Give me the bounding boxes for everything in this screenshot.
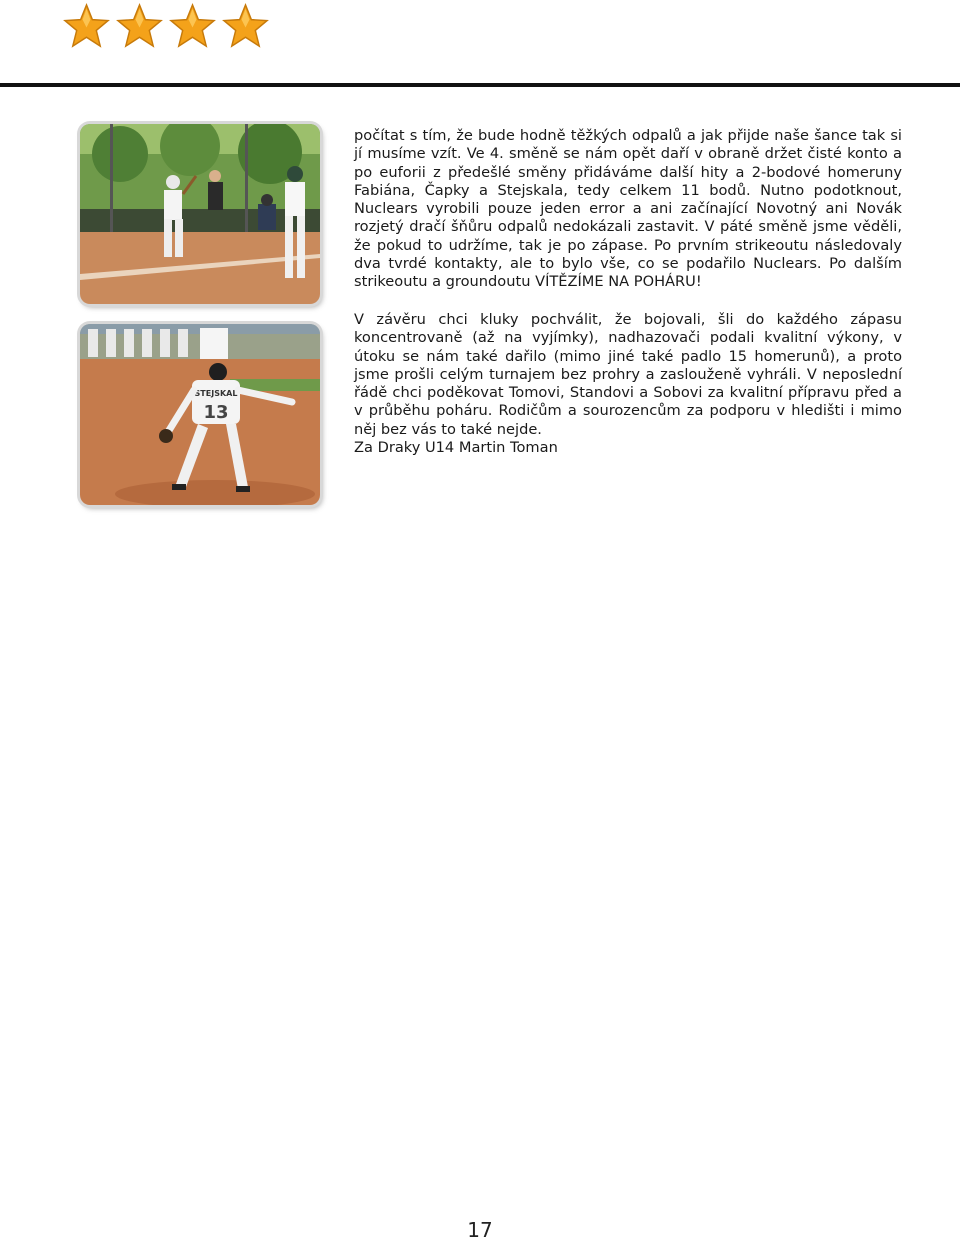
star-icon xyxy=(168,2,217,51)
rating-stars xyxy=(62,2,270,52)
signature: Za Draky U14 Martin Toman xyxy=(354,439,558,456)
jersey-name: STEJSKAL xyxy=(194,389,238,398)
article-paragraph xyxy=(354,311,902,457)
paragraph-game-summary: počítat s tím, že bude hodně těžkých odpalů a jak přijde naše šance tak si jí musíme vzít. Ve 4. směně se nám opět daří v obraně držet čisté konto a po euforii z předešlé směny přidáváme další hity a 2-bodové homeruny Fabiána, Čapky a Stejskala, tedy celkem 11 bodů. Nutno podotknout, Nuclears vyrobili pouze jeden error a ani začínající Novotný ani Novák rozjetý dračí šňůru odpalů nedokázali zastavit. V páté směně jsme věděli, že pokud to udržíme, tak je po zápase. Po prvním strikeoutu následovaly dva tvrdé kontakty, ale to bylo vše, co se podařilo Nuclears. Po dalším strikeoutu a groundoutu VÍTĚZÍME NA POHÁRU! xyxy=(354,127,902,291)
page-number: 17 xyxy=(467,1218,493,1242)
star-icon xyxy=(115,2,164,51)
article-paragraph xyxy=(354,127,902,310)
photo-pitcher xyxy=(80,324,320,505)
star-icon xyxy=(221,2,270,51)
article-signature xyxy=(354,439,902,475)
paragraph-conclusion: V závěru chci kluky pochválit, že bojovali, šli do každého zápasu koncentrovaně (až na vyjímky), nadhazovači podali kvalitní výkony, v útoku se nám také dařilo (mimo jiné také padlo 15 homerunů), a proto jsme prošli celým turnajem bez prohry a zaslouženě vyhráli. V neposlední řádě chci poděkovat Tomovi, Standovi a Sobovi za kvalitní přípravu před a v průběhu poháru. Rodičům a sourozencům za podporu v hledišti i mimo něj bez vás to také nejde. xyxy=(354,311,902,438)
photo-batter xyxy=(80,124,320,304)
jersey-number: 13 xyxy=(203,402,229,423)
header-divider xyxy=(0,83,960,87)
star-icon xyxy=(62,2,111,51)
